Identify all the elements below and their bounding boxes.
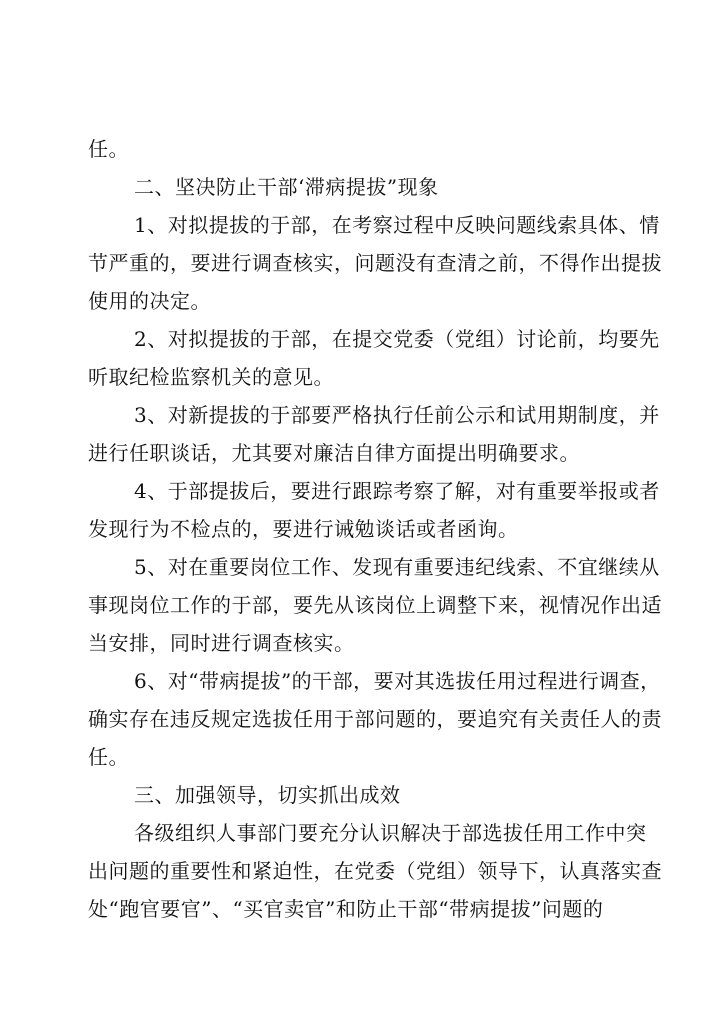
text-line-3: 1、对拟提拔的于部，在考察过程中反映问题线索具体、情 bbox=[134, 213, 660, 237]
text-line-13: 事现岗位工作的于部，要先从该岗位上调整下来，视情况作出适 bbox=[88, 593, 662, 617]
text-line-11: 发现行为不检点的，要进行诫勉谈话或者函询。 bbox=[88, 517, 519, 541]
text-line-7: 听取纪检监察机关的意见。 bbox=[88, 365, 334, 389]
text-line-14: 当安排，同时进行调查核实。 bbox=[88, 631, 355, 655]
document-body bbox=[88, 130, 662, 928]
text-line-4: 节严重的，要进行调查核实，问题没有查清之前，不得作出提拔 bbox=[88, 251, 662, 275]
text-line-16: 确实存在违反规定选拔任用于部问题的，要追究有关责任人的责 bbox=[88, 707, 662, 731]
text-line-17: 任。 bbox=[88, 745, 129, 769]
text-line-9: 进行任职谈话，尤其要对廉洁自律方面提出明确要求。 bbox=[88, 441, 580, 465]
text-line-20: 出问题的重要性和紧迫性，在党委（党组）领导下，认真落实查 bbox=[88, 859, 662, 883]
text-line-8: 3、对新提拔的于部要严格执行任前公示和试用期制度，并 bbox=[134, 403, 660, 427]
section-heading-3: 三、加强领导，切实抓出成效 bbox=[134, 783, 401, 807]
text-line-5: 使用的决定。 bbox=[88, 289, 211, 313]
text-line-15: 6、对“带病提拔”的干部，要对其选拔任用过程进行调查， bbox=[134, 669, 661, 693]
text-line-6: 2、对拟提拔的于部，在提交党委（党组）讨论前，均要先 bbox=[134, 327, 660, 351]
text-line-1: 任。 bbox=[88, 137, 129, 161]
section-heading-2: 二、坚决防止干部‘滞病提拔”现象 bbox=[134, 175, 439, 199]
text-line-12: 5、对在重要岗位工作、发现有重要违纪线索、不宜继续从 bbox=[134, 555, 660, 579]
text-line-19: 各级组织人事部门要充分认识解决于部选拔任用工作中突 bbox=[134, 821, 647, 845]
text-line-21: 处“跑官要官”、“买官卖官”和防止干部“带病提拔”问题的 bbox=[88, 897, 604, 921]
text-line-10: 4、于部提拔后，要进行跟踪考察了解，对有重要举报或者 bbox=[134, 479, 660, 503]
